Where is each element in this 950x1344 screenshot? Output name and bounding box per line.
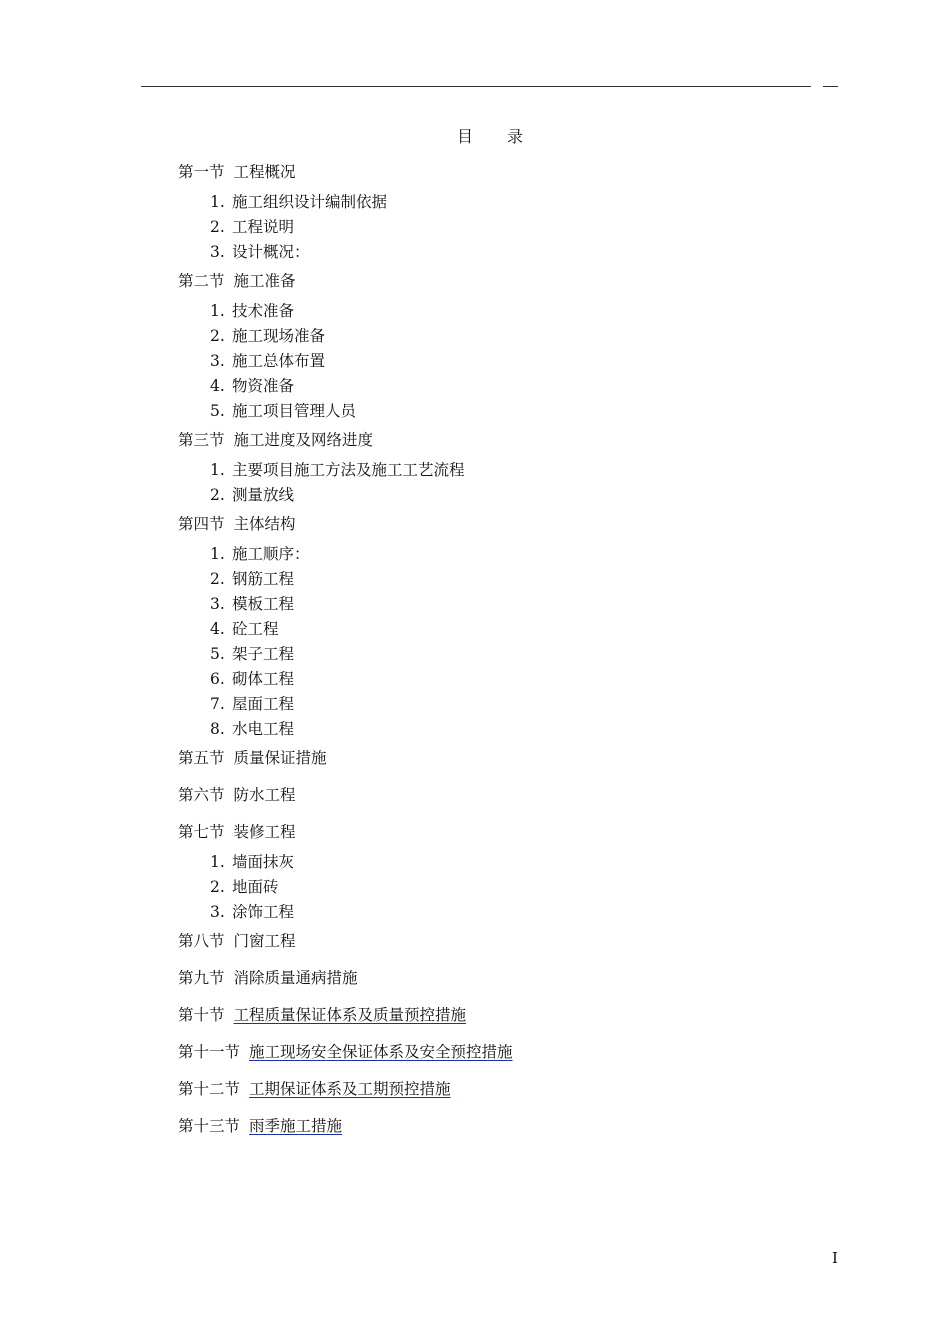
- toc-subitem: [210, 900, 878, 925]
- toc-subitem: [210, 240, 878, 265]
- toc-subitem-text: 施工项目管理人员: [232, 402, 357, 420]
- toc-subitem: [210, 850, 878, 875]
- toc-subitem-number: 2.: [210, 486, 225, 504]
- toc-section: [178, 746, 878, 770]
- toc-section-title: 消除质量通病措施: [233, 969, 358, 987]
- toc-section-label: 第二节: [178, 272, 225, 290]
- toc-subitem-list: [210, 850, 878, 925]
- toc-subitem-number: 1.: [210, 853, 225, 871]
- toc-subitem-text: 地面砖: [232, 878, 279, 896]
- toc-section-title: 门窗工程: [233, 932, 296, 950]
- toc-subitem-text: 钢筋工程: [232, 570, 295, 588]
- toc-subitem-number: 1.: [210, 461, 225, 479]
- toc-section: [178, 966, 878, 990]
- toc-subitem: [210, 374, 878, 399]
- toc-subitem-text: 架子工程: [232, 645, 295, 663]
- toc-subitem-text: 设计概况：: [232, 243, 310, 261]
- toc-section-link[interactable]: 施工现场安全保证体系及安全预控措施: [249, 1043, 513, 1061]
- toc-section: [178, 160, 878, 184]
- toc-section[interactable]: [178, 1114, 878, 1138]
- toc-section[interactable]: [178, 1040, 878, 1064]
- toc-section-label: 第六节: [178, 786, 225, 804]
- toc-section: [178, 820, 878, 844]
- toc-subitem-number: 3.: [210, 352, 225, 370]
- toc-section-link[interactable]: 工期保证体系及工期预控措施: [249, 1080, 451, 1098]
- toc-section: [178, 783, 878, 807]
- toc-subitem-number: 2.: [210, 327, 225, 345]
- toc-section-label: 第五节: [178, 749, 225, 767]
- toc-subitem-number: 1.: [210, 193, 225, 211]
- toc-subitem-text: 测量放线: [232, 486, 295, 504]
- toc-section: [178, 929, 878, 953]
- toc-subitem-number: 1.: [210, 545, 225, 563]
- toc-section: [178, 428, 878, 452]
- toc-section-label: 第八节: [178, 932, 225, 950]
- toc-section-label: 第九节: [178, 969, 225, 987]
- toc-subitem: [210, 483, 878, 508]
- toc-section-title: 主体结构: [233, 515, 296, 533]
- toc-section-label: 第四节: [178, 515, 225, 533]
- toc-subitem-text: 施工顺序：: [232, 545, 310, 563]
- toc-section-title: 质量保证措施: [233, 749, 327, 767]
- header-rule: [141, 86, 811, 87]
- toc-subitem: [210, 642, 878, 667]
- toc-subitem-list: [210, 458, 878, 508]
- toc-subitem: [210, 349, 878, 374]
- toc-subitem-text: 物资准备: [232, 377, 295, 395]
- toc-subitem-list: [210, 299, 878, 424]
- toc-subitem: [210, 875, 878, 900]
- toc-subitem-text: 砼工程: [232, 620, 279, 638]
- toc-subitem: [210, 399, 878, 424]
- toc-section-label: 第十二节: [178, 1080, 241, 1098]
- page-number: I: [832, 1249, 838, 1267]
- toc-section-title: 工程概况: [233, 163, 296, 181]
- toc-subitem-text: 涂饰工程: [232, 903, 295, 921]
- toc-subitem-number: 2.: [210, 570, 225, 588]
- toc-subitem: [210, 458, 878, 483]
- toc-subitem-text: 施工现场准备: [232, 327, 326, 345]
- toc-subitem-text: 工程说明: [232, 218, 295, 236]
- toc-section-title: 装修工程: [233, 823, 296, 841]
- toc-subitem: [210, 667, 878, 692]
- toc-section-title: 施工进度及网络进度: [233, 431, 374, 449]
- toc-section[interactable]: [178, 1003, 878, 1027]
- toc-subitem-text: 墙面抹灰: [232, 853, 295, 871]
- table-of-contents: [178, 160, 878, 1151]
- toc-subitem: [210, 617, 878, 642]
- toc-section: [178, 269, 878, 293]
- toc-section: [178, 512, 878, 536]
- toc-subitem-number: 2.: [210, 878, 225, 896]
- toc-subitem-number: 3.: [210, 243, 225, 261]
- toc-subitem-list: [210, 190, 878, 265]
- toc-subitem-text: 水电工程: [232, 720, 295, 738]
- toc-subitem: [210, 215, 878, 240]
- toc-subitem-text: 主要项目施工方法及施工工艺流程: [232, 461, 465, 479]
- toc-subitem-number: 5.: [210, 645, 225, 663]
- toc-subitem: [210, 692, 878, 717]
- toc-subitem: [210, 717, 878, 742]
- toc-section-label: 第十一节: [178, 1043, 241, 1061]
- toc-section-label: 第七节: [178, 823, 225, 841]
- toc-title-char-2: 录: [507, 127, 524, 146]
- toc-subitem: [210, 567, 878, 592]
- toc-subitem: [210, 542, 878, 567]
- toc-subitem-number: 5.: [210, 402, 225, 420]
- toc-subitem-text: 施工组织设计编制依据: [232, 193, 388, 211]
- toc-section-label: 第十三节: [178, 1117, 241, 1135]
- toc-subitem-number: 7.: [210, 695, 225, 713]
- toc-subitem-number: 2.: [210, 218, 225, 236]
- toc-subitem-number: 6.: [210, 670, 225, 688]
- toc-section-title: 施工准备: [233, 272, 296, 290]
- toc-title: [0, 124, 950, 147]
- toc-subitem-text: 施工总体布置: [232, 352, 326, 370]
- toc-section[interactable]: [178, 1077, 878, 1101]
- toc-title-char-1: 目: [456, 127, 473, 146]
- toc-subitem: [210, 324, 878, 349]
- toc-subitem-number: 3.: [210, 595, 225, 613]
- header-rule-mark: [823, 86, 838, 87]
- toc-subitem-list: [210, 542, 878, 742]
- toc-subitem-text: 砌体工程: [232, 670, 295, 688]
- toc-section-link[interactable]: 雨季施工措施: [249, 1117, 343, 1135]
- toc-subitem: [210, 190, 878, 215]
- toc-section-label: 第三节: [178, 431, 225, 449]
- toc-subitem-text: 技术准备: [232, 302, 295, 320]
- toc-subitem: [210, 299, 878, 324]
- toc-subitem-number: 3.: [210, 903, 225, 921]
- toc-subitem-number: 4.: [210, 377, 225, 395]
- toc-subitem-number: 4.: [210, 620, 225, 638]
- toc-section-link[interactable]: 工程质量保证体系及质量预控措施: [233, 1006, 467, 1024]
- toc-subitem-number: 1.: [210, 302, 225, 320]
- toc-section-title: 防水工程: [233, 786, 296, 804]
- toc-section-label: 第一节: [178, 163, 225, 181]
- toc-section-label: 第十节: [178, 1006, 225, 1024]
- toc-subitem-text: 模板工程: [232, 595, 295, 613]
- toc-subitem: [210, 592, 878, 617]
- toc-subitem-text: 屋面工程: [232, 695, 295, 713]
- toc-subitem-number: 8.: [210, 720, 225, 738]
